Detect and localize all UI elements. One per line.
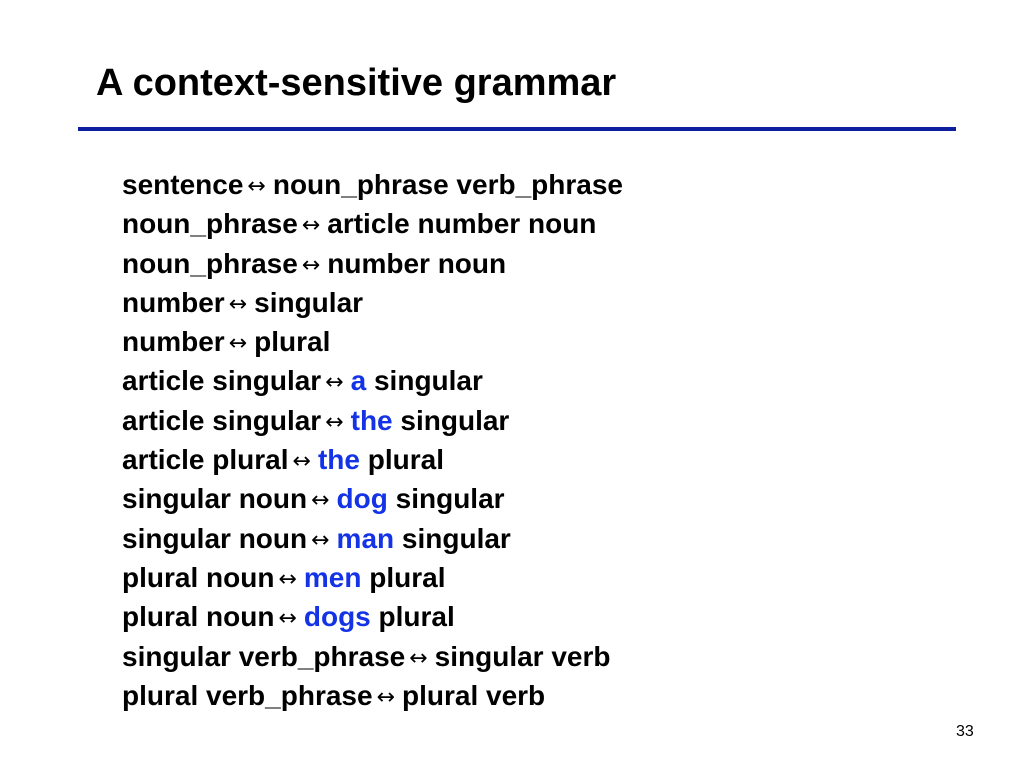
grammar-rule	[122, 246, 623, 285]
double-arrow-icon: ↔	[301, 213, 321, 239]
page-number: 33	[956, 723, 974, 740]
rule-lhs: number	[122, 286, 225, 318]
rule-rhs: article number noun	[327, 208, 597, 240]
grammar-rule	[122, 206, 623, 245]
rule-lhs: sentence	[122, 169, 244, 200]
rule-rhs: plural	[369, 561, 446, 593]
double-arrow-icon: ↔	[228, 291, 248, 317]
grammar-rules-list	[122, 167, 623, 717]
rule-lhs: singular noun	[122, 483, 308, 515]
double-arrow-icon: ↔	[247, 174, 266, 199]
rule-lhs: plural verb_phrase	[122, 679, 373, 711]
grammar-rule	[122, 285, 623, 324]
grammar-rule	[122, 678, 623, 717]
rule-rhs: plural	[378, 601, 455, 633]
grammar-rule	[122, 363, 623, 402]
double-arrow-icon: ↔	[278, 606, 297, 632]
rule-lhs: number	[122, 326, 225, 358]
rule-rhs: number noun	[327, 247, 507, 279]
double-arrow-icon: ↔	[228, 331, 248, 357]
grammar-rule	[122, 167, 623, 206]
double-arrow-icon: ↔	[311, 527, 330, 553]
rule-rhs: singular verb	[434, 640, 611, 672]
rule-rhs: singular	[395, 483, 505, 515]
double-arrow-icon: ↔	[292, 449, 311, 475]
double-arrow-icon: ↔	[278, 566, 297, 592]
grammar-rule	[122, 403, 623, 442]
rule-rhs: plural verb	[402, 679, 546, 711]
slide-title: A context-sensitive grammar	[96, 62, 617, 104]
terminal-word: dogs	[303, 601, 371, 633]
rule-lhs: singular noun	[122, 522, 308, 554]
terminal-word: the	[350, 404, 393, 436]
grammar-rule	[122, 560, 623, 599]
double-arrow-icon: ↔	[301, 252, 321, 278]
double-arrow-icon: ↔	[311, 488, 330, 514]
grammar-rule	[122, 639, 623, 678]
grammar-rule	[122, 442, 623, 481]
rule-rhs: noun_phrase verb_phrase	[272, 169, 623, 200]
terminal-word: a	[350, 365, 367, 397]
rule-lhs: noun_phrase	[122, 208, 298, 240]
rule-lhs: plural noun	[122, 601, 275, 633]
grammar-rule	[122, 599, 623, 638]
double-arrow-icon: ↔	[325, 409, 344, 435]
double-arrow-icon: ↔	[325, 370, 344, 396]
rule-rhs: singular	[254, 286, 364, 318]
terminal-word: dog	[336, 483, 388, 515]
terminal-word: the	[317, 444, 360, 476]
rule-rhs: plural	[367, 444, 444, 476]
terminal-word: man	[336, 522, 395, 554]
rule-rhs: plural	[254, 326, 331, 358]
grammar-rule	[122, 521, 623, 560]
grammar-rule	[122, 481, 623, 520]
rule-lhs: article singular	[122, 365, 322, 397]
rule-rhs: singular	[401, 522, 511, 554]
double-arrow-icon: ↔	[409, 645, 428, 671]
rule-rhs: singular	[400, 404, 510, 436]
rule-lhs: article singular	[122, 404, 322, 436]
title-underline	[78, 127, 956, 131]
rule-lhs: singular verb_phrase	[122, 640, 406, 672]
rule-lhs: noun_phrase	[122, 247, 298, 279]
terminal-word: men	[303, 561, 362, 593]
grammar-rule	[122, 324, 623, 363]
rule-rhs: singular	[373, 365, 483, 397]
rule-lhs: plural noun	[122, 561, 275, 593]
double-arrow-icon: ↔	[376, 684, 395, 710]
rule-lhs: article plural	[122, 444, 289, 476]
